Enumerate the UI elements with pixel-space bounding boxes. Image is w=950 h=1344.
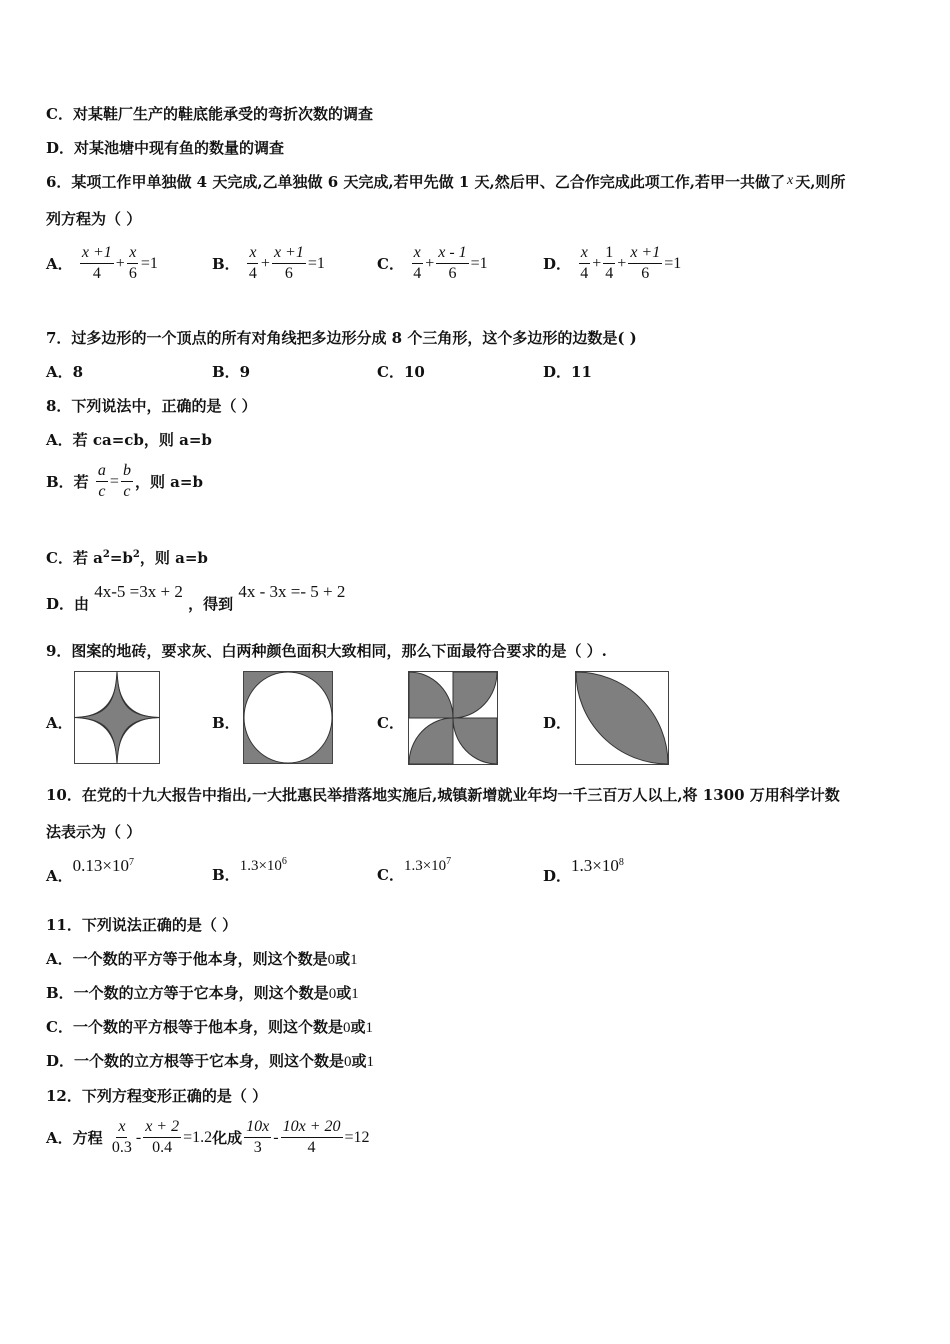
q12a-frac4: $\frac{10x + 20}{4}$ bbox=[282, 1118, 341, 1156]
q6a-op: + bbox=[115, 254, 125, 272]
q7-option-d: D．11 bbox=[543, 363, 592, 381]
tile-b-circle bbox=[243, 671, 333, 764]
q8-option-c: C．若 $a^2=b^2$，则 a=b bbox=[46, 549, 208, 567]
q6-label-c: C． bbox=[377, 255, 404, 273]
q6c-frac2: $\frac{x - 1}{6}$ bbox=[438, 244, 467, 282]
q6b-frac1: $\frac{x}{4}$ bbox=[248, 244, 257, 282]
q9-label-d: D． bbox=[543, 714, 572, 732]
q10-option-b: B．$1.3\times 10^6$ bbox=[212, 856, 287, 884]
q6c-op: + bbox=[425, 254, 435, 272]
q6-stem-part2: 天,则所 bbox=[795, 173, 846, 191]
tile-b-white-circle bbox=[244, 672, 332, 763]
q12-stem: 12．下列方程变形正确的是（ ） bbox=[46, 1087, 268, 1105]
q6-label-d: D． bbox=[543, 255, 572, 273]
q8b-suffix: ，则 a=b bbox=[134, 473, 203, 491]
q5-option-c: C．对某鞋厂生产的鞋底能承受的弯折次数的调查 bbox=[46, 105, 373, 123]
q6-stem-var: x bbox=[786, 173, 794, 188]
tile-c-pinwheel bbox=[408, 671, 498, 765]
q6d-op1: + bbox=[592, 254, 602, 272]
q8b-eq: = bbox=[109, 472, 119, 490]
q6c-frac1: $\frac{x}{4}$ bbox=[413, 244, 422, 282]
q7-option-c: C．10 bbox=[377, 363, 425, 381]
q5-option-d: D．对某池塘中现有鱼的数量的调查 bbox=[46, 139, 285, 157]
tile-d-lens bbox=[575, 671, 669, 765]
q8b-prefix: B．若 bbox=[46, 473, 89, 491]
q8b-frac1: $\frac{a}{c}$ bbox=[97, 462, 106, 500]
q6-option-b bbox=[212, 244, 325, 283]
q8-option-a: A．若 ca=cb，则 a=b bbox=[46, 431, 212, 449]
q12-option-a: A．方程 $\frac{x}{0.3}$ - $\frac{x + 2}{0.4}$ =1.2化成 $\frac{10x}{3}$ - $\frac{10x + 20}{4}$ =12 bbox=[46, 1118, 370, 1156]
q11-option-d: D．一个数的立方根等于它本身，则这个数是0或1 bbox=[46, 1052, 375, 1070]
q6b-op: + bbox=[260, 254, 270, 272]
q6-stem-part1: 6．某项工作甲单独做 4 天完成,乙单独做 6 天完成,若甲先做 1 天,然后甲、乙合作完成此项工作,若甲一共做了 bbox=[46, 173, 785, 191]
q6b-rhs: =1 bbox=[307, 254, 325, 272]
q12a-frac1: $\frac{x}{0.3}$ bbox=[111, 1118, 132, 1156]
q7-option-a: A．8 bbox=[46, 363, 84, 381]
q10-option-c: C．$1.3\times 10^7$ bbox=[377, 856, 452, 884]
q8-stem: 8．下列说法中，正确的是（ ） bbox=[46, 397, 257, 415]
q6c-rhs: =1 bbox=[470, 254, 488, 272]
q6-label-a: A． bbox=[46, 255, 73, 273]
q10-option-a: A．$0.13\times 10^7$ bbox=[46, 856, 134, 885]
q9-label-b: B． bbox=[212, 714, 240, 732]
q6a-frac2: $\frac{x}{6}$ bbox=[128, 244, 137, 282]
q6d-frac1: $\frac{x}{4}$ bbox=[580, 244, 589, 282]
q10-stem-line1: 10．在党的十九大报告中指出,一大批惠民举措落地实施后,城镇新增就业年均一千三百万人以上,将 1300 万用科学计数 bbox=[46, 786, 840, 804]
q11-option-a: A．一个数的平方等于他本身，则这个数是0或1 bbox=[46, 950, 358, 968]
q11-stem: 11．下列说法正确的是（ ） bbox=[46, 916, 238, 934]
q6d-op2: + bbox=[617, 254, 627, 272]
q6d-frac2: $\frac{1}{4}$ bbox=[605, 244, 614, 282]
q7-stem: 7．过多边形的一个顶点的所有对角线把多边形分成 8 个三角形，这个多边形的边数是( ) bbox=[46, 329, 637, 347]
q12a-frac3: $\frac{10x}{3}$ bbox=[246, 1118, 270, 1156]
q8-option-d: D．由 4x-5 =3x + 2 ，得到 4x - 3x =- 5 + 2 bbox=[46, 582, 346, 613]
q9-stem: 9．图案的地砖，要求灰、白两种颜色面积大致相同，那么下面最符合要求的是（ ）. bbox=[46, 642, 607, 660]
q8d-eq2: 4x - 3x =- 5 + 2 bbox=[238, 582, 346, 601]
q10-stem-line2: 法表示为（ ） bbox=[46, 823, 142, 841]
q10-option-d: D．$1.3\times 10^8$ bbox=[543, 856, 624, 885]
q6a-rhs: =1 bbox=[140, 254, 158, 272]
q6-option-a bbox=[46, 244, 158, 283]
q11-option-c: C．一个数的平方根等于他本身，则这个数是0或1 bbox=[46, 1018, 373, 1036]
q6d-rhs: =1 bbox=[664, 254, 682, 272]
q8b-frac2: $\frac{b}{c}$ bbox=[122, 462, 131, 500]
q9-label-a: A． bbox=[46, 714, 73, 732]
q8-option-b bbox=[46, 462, 203, 501]
q6-label-b: B． bbox=[212, 255, 240, 273]
q6a-frac1: $\frac{x +1}{4}$ bbox=[81, 244, 112, 282]
q8d-eq1: 4x-5 =3x + 2 bbox=[94, 582, 183, 601]
q6-option-d bbox=[543, 244, 681, 283]
q6d-frac3: $\frac{x +1}{6}$ bbox=[630, 244, 661, 282]
q6-stem bbox=[46, 171, 845, 192]
q6-stem-line2: 列方程为（ ） bbox=[46, 210, 142, 228]
q12a-frac2: $\frac{x + 2}{0.4}$ bbox=[145, 1118, 180, 1156]
tile-a-star bbox=[74, 671, 160, 764]
q6-option-c bbox=[377, 244, 488, 283]
q11-option-b: B．一个数的立方等于它本身，则这个数是0或1 bbox=[46, 984, 359, 1002]
q6b-frac2: $\frac{x +1}{6}$ bbox=[273, 244, 304, 282]
q7-option-b: B．9 bbox=[212, 363, 251, 381]
q9-label-c: C． bbox=[377, 714, 404, 732]
